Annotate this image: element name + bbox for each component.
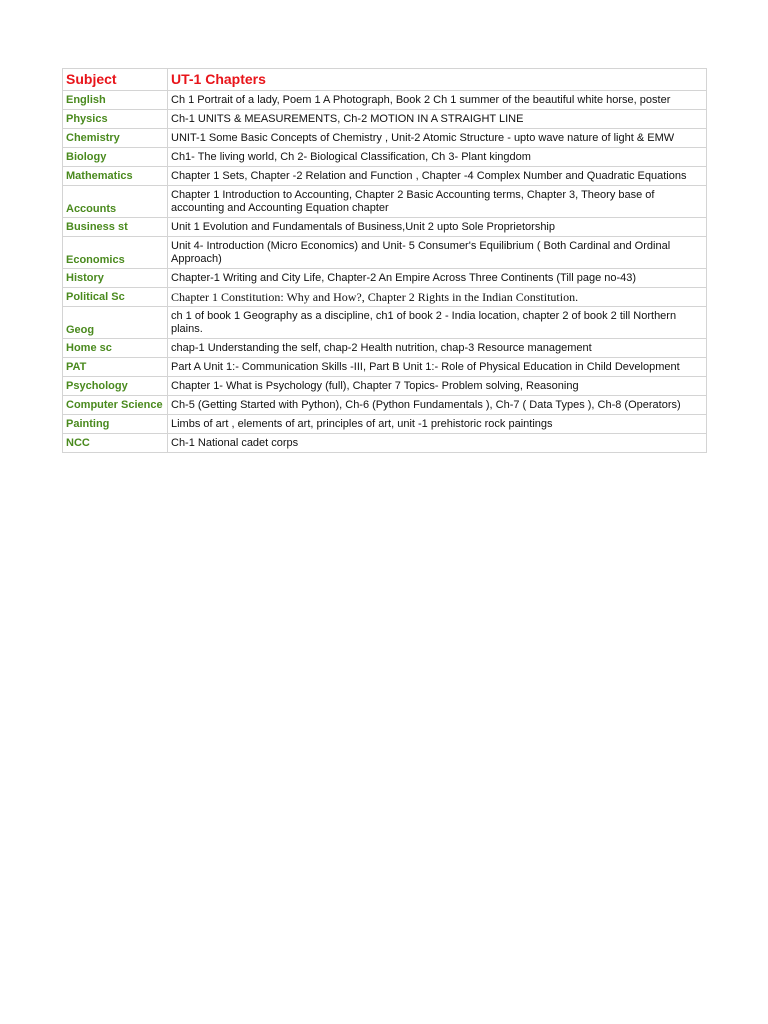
chapters-cell: Chapter 1 Introduction to Accounting, Chapter 2 Basic Accounting terms, Chapter 3, Theory base of accounting and Accounting Equation chapter bbox=[168, 186, 707, 218]
table-row bbox=[63, 148, 707, 167]
chapters-cell: Part A Unit 1:- Communication Skills -III, Part B Unit 1:- Role of Physical Education in Child Development bbox=[168, 358, 707, 377]
subject-cell: Geog bbox=[63, 307, 168, 339]
chapters-cell: Ch 1 Portrait of a lady, Poem 1 A Photograph, Book 2 Ch 1 summer of the beautiful white horse, poster bbox=[168, 91, 707, 110]
subject-column-header: Subject bbox=[63, 69, 168, 91]
table-row bbox=[63, 307, 707, 339]
table-row bbox=[63, 415, 707, 434]
chapters-cell: Chapter 1 Sets, Chapter -2 Relation and Function , Chapter -4 Complex Number and Quadratic Equations bbox=[168, 167, 707, 186]
table-row bbox=[63, 377, 707, 396]
table-row bbox=[63, 237, 707, 269]
subject-cell: Computer Science bbox=[63, 396, 168, 415]
table-row bbox=[63, 339, 707, 358]
chapters-cell: Chapter 1- What is Psychology (full), Chapter 7 Topics- Problem solving, Reasoning bbox=[168, 377, 707, 396]
chapters-cell: Ch1- The living world, Ch 2- Biological Classification, Ch 3- Plant kingdom bbox=[168, 148, 707, 167]
subject-cell: Painting bbox=[63, 415, 168, 434]
ut1-chapters-table bbox=[62, 68, 707, 453]
table-row bbox=[63, 396, 707, 415]
chapters-cell: UNIT-1 Some Basic Concepts of Chemistry , Unit-2 Atomic Structure - upto wave nature of light & EMW bbox=[168, 129, 707, 148]
table-row bbox=[63, 434, 707, 453]
table-row bbox=[63, 91, 707, 110]
table-row bbox=[63, 218, 707, 237]
table-row bbox=[63, 110, 707, 129]
subject-cell: Business st bbox=[63, 218, 168, 237]
table-row bbox=[63, 269, 707, 288]
subject-cell: Economics bbox=[63, 237, 168, 269]
subject-cell: Accounts bbox=[63, 186, 168, 218]
subject-cell: Political Sc bbox=[63, 288, 168, 307]
table-header-row bbox=[63, 69, 707, 91]
subject-cell: History bbox=[63, 269, 168, 288]
table-row bbox=[63, 167, 707, 186]
chapters-cell: Unit 1 Evolution and Fundamentals of Business,Unit 2 upto Sole Proprietorship bbox=[168, 218, 707, 237]
chapters-cell: Ch-1 UNITS & MEASUREMENTS, Ch-2 MOTION IN A STRAIGHT LINE bbox=[168, 110, 707, 129]
chapters-cell: ch 1 of book 1 Geography as a discipline, ch1 of book 2 - India location, chapter 2 of book 2 till Northern plains. bbox=[168, 307, 707, 339]
table-row bbox=[63, 186, 707, 218]
table-row bbox=[63, 358, 707, 377]
chapters-cell: Unit 4- Introduction (Micro Economics) and Unit- 5 Consumer's Equilibrium ( Both Cardinal and Ordinal Approach) bbox=[168, 237, 707, 269]
subject-cell: PAT bbox=[63, 358, 168, 377]
chapters-cell: Ch-1 National cadet corps bbox=[168, 434, 707, 453]
subject-cell: Chemistry bbox=[63, 129, 168, 148]
chapters-cell: chap-1 Understanding the self, chap-2 Health nutrition, chap-3 Resource management bbox=[168, 339, 707, 358]
chapters-column-header: UT-1 Chapters bbox=[168, 69, 707, 91]
table-row bbox=[63, 129, 707, 148]
chapters-cell: Chapter 1 Constitution: Why and How?, Chapter 2 Rights in the Indian Constitution. bbox=[168, 288, 707, 307]
subject-cell: Physics bbox=[63, 110, 168, 129]
subject-cell: Psychology bbox=[63, 377, 168, 396]
subject-cell: Home sc bbox=[63, 339, 168, 358]
subject-cell: English bbox=[63, 91, 168, 110]
subject-cell: Mathematics bbox=[63, 167, 168, 186]
subject-cell: Biology bbox=[63, 148, 168, 167]
chapters-cell: Chapter-1 Writing and City Life, Chapter-2 An Empire Across Three Continents (Till page no-43) bbox=[168, 269, 707, 288]
subject-cell: NCC bbox=[63, 434, 168, 453]
chapters-cell: Ch-5 (Getting Started with Python), Ch-6 (Python Fundamentals ), Ch-7 ( Data Types ), Ch-8 (Operators) bbox=[168, 396, 707, 415]
chapters-cell: Limbs of art , elements of art, principles of art, unit -1 prehistoric rock paintings bbox=[168, 415, 707, 434]
table-row bbox=[63, 288, 707, 307]
